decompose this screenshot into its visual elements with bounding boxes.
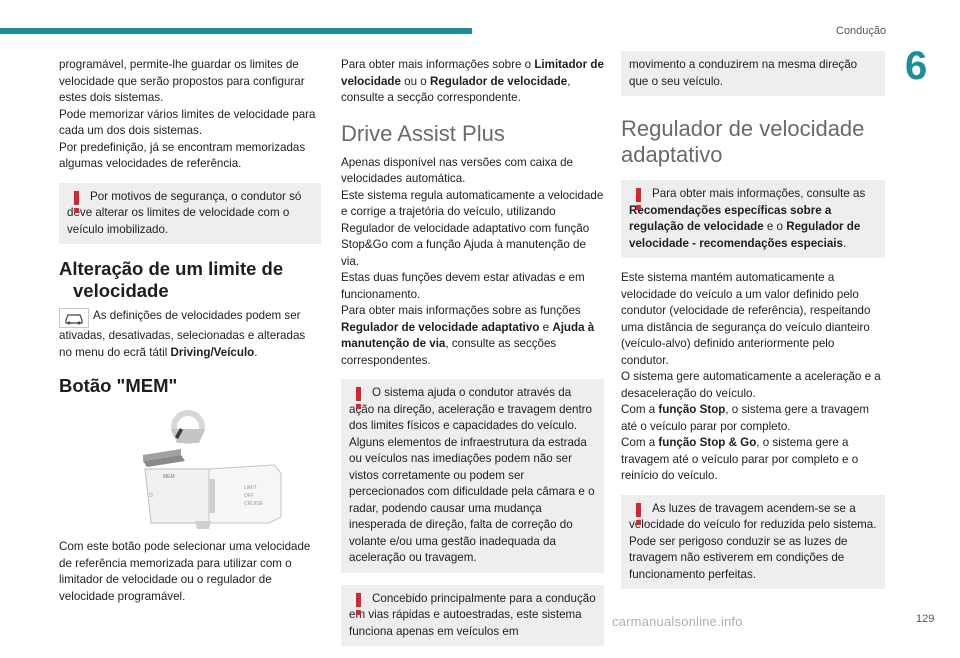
heading-drive-assist-plus: Drive Assist Plus: [341, 120, 505, 146]
svg-text:LIMIT: LIMIT: [244, 485, 257, 491]
column-2: [341, 57, 604, 658]
note-text: Para obter mais informações, consulte as Recomendações específicas sobre a regulação de velocidade e o Regulador de velocidade - recomendações especiais.: [629, 187, 866, 250]
watermark: carmanualsonline.info: [612, 614, 743, 629]
page-number: 129: [916, 613, 935, 625]
svg-text:OFF: OFF: [244, 493, 254, 499]
warning-icon: [355, 387, 361, 409]
mem-button-illustration: [59, 409, 321, 529]
warning-icon: [73, 191, 79, 213]
note-text: movimento a conduzirem na mesma direção que o seu veículo.: [629, 58, 858, 88]
note-text: As luzes de travagem acendem-se se a velocidade do veículo for reduzida pelo sistema.: [629, 501, 877, 531]
warning-note: [621, 180, 885, 258]
heading-speed-limit-change: Alteração de um limite de velocidade: [59, 258, 284, 301]
svg-text:MEM: MEM: [163, 474, 175, 480]
paragraph: Pode memorizar vários limites de velocidade para cada um dos dois sistemas.: [59, 107, 316, 137]
warning-icon: [355, 593, 361, 615]
column-1: [59, 57, 321, 605]
paragraph: Por predefinição, já se encontram memorizadas algumas velocidades de referência.: [59, 140, 306, 170]
paragraph: As definições de velocidades podem ser ativadas, desativadas, selecionadas e alteradas no menu do ecrã tátil Driving/Veículo.: [59, 309, 306, 359]
chapter-number: 6: [905, 44, 928, 88]
paragraph: Estas duas funções devem estar ativadas e em funcionamento.: [341, 271, 585, 301]
note-text: Pode ser perigoso conduzir se as luzes de travagem não estiverem em condições de funcionamento perfeitas.: [629, 534, 848, 581]
note-continuation: [621, 51, 885, 96]
warning-icon: [635, 188, 641, 210]
paragraph: programável, permite-lhe guardar os limites de velocidade que serão propostos para configurar estes dois sistemas.: [59, 58, 305, 104]
paragraph: O sistema gere automaticamente a aceleração e a desaceleração do veículo.: [621, 370, 881, 400]
section-title: Condução: [836, 25, 887, 37]
note-text: Por motivos de segurança, o condutor só deve alterar os limites de velocidade com o veículo imobilizado.: [67, 189, 302, 236]
warning-note: [341, 585, 604, 647]
heading-adaptive-cruise-control: Regulador de velocidade adaptativo: [621, 116, 865, 167]
paragraph: Apenas disponível nas versões com caixa de velocidades automática.: [341, 155, 574, 185]
paragraph: Com este botão pode selecionar uma velocidade de referência memorizada para utilizar com o limitador de velocidade ou o regulador de velocidade programável.: [59, 540, 311, 603]
note-text: Concebido principalmente para a condução em vias rápidas e autoestradas, este sistema funciona apenas em veículos em: [349, 591, 596, 638]
paragraph: Com a função Stop & Go, o sistema gere a travagem até o veículo parar por completo e o reinício do veículo.: [621, 436, 859, 482]
note-text: O sistema ajuda o condutor através da ação na direção, aceleração e travagem dentro dos limites físicos e capacidades do veículo.: [349, 386, 592, 432]
warning-note: [621, 495, 885, 590]
paragraph: Com a função Stop, o sistema gere a travagem até o veículo parar por completo.: [621, 403, 870, 433]
paragraph: Este sistema regula automaticamente a velocidade e corrige a trajetória do veículo, utilizando Regulador de velocidade adaptativo com função Stop&Go com a função Ajuda à manutenção de via.: [341, 188, 604, 268]
paragraph: Este sistema mantém automaticamente a velocidade do veículo a um valor definido pelo condutor (velocidade de referência), respeitando uma distância de segurança do veículo dianteiro (veículo-alvo) definido anteriormente pelo condutor.: [621, 271, 871, 367]
heading-mem-button: Botão "MEM": [59, 375, 178, 396]
steering-control-stalk-icon: [59, 409, 321, 539]
note-text: Alguns elementos de infraestrutura da estrada ou veículos nas imediações podem não ser vistos corretamente ou podem ser percecionados com dificuldade pela câmara e o radar, podendo causar uma mudança inesperada de direção, falta de correção do volante e/ou uma gestão inadequada da aceleração ou travagem.: [349, 435, 595, 564]
warning-icon: [635, 503, 641, 525]
paragraph: Para obter mais informações sobre as funções Regulador de velocidade adaptativo e Ajuda à manutenção de via, consulte as secções correspondentes.: [341, 304, 595, 367]
car-settings-icon: [59, 308, 89, 328]
warning-note: [59, 183, 321, 245]
svg-text:S: S: [149, 493, 154, 499]
warning-note: [341, 379, 604, 573]
column-3: [621, 57, 885, 601]
header-accent-bar: [0, 28, 472, 34]
svg-text:CRUISE: CRUISE: [244, 501, 263, 507]
paragraph: Para obter mais informações sobre o Limitador de velocidade ou o Regulador de velocidade, consulte a secção correspondente.: [341, 58, 604, 104]
